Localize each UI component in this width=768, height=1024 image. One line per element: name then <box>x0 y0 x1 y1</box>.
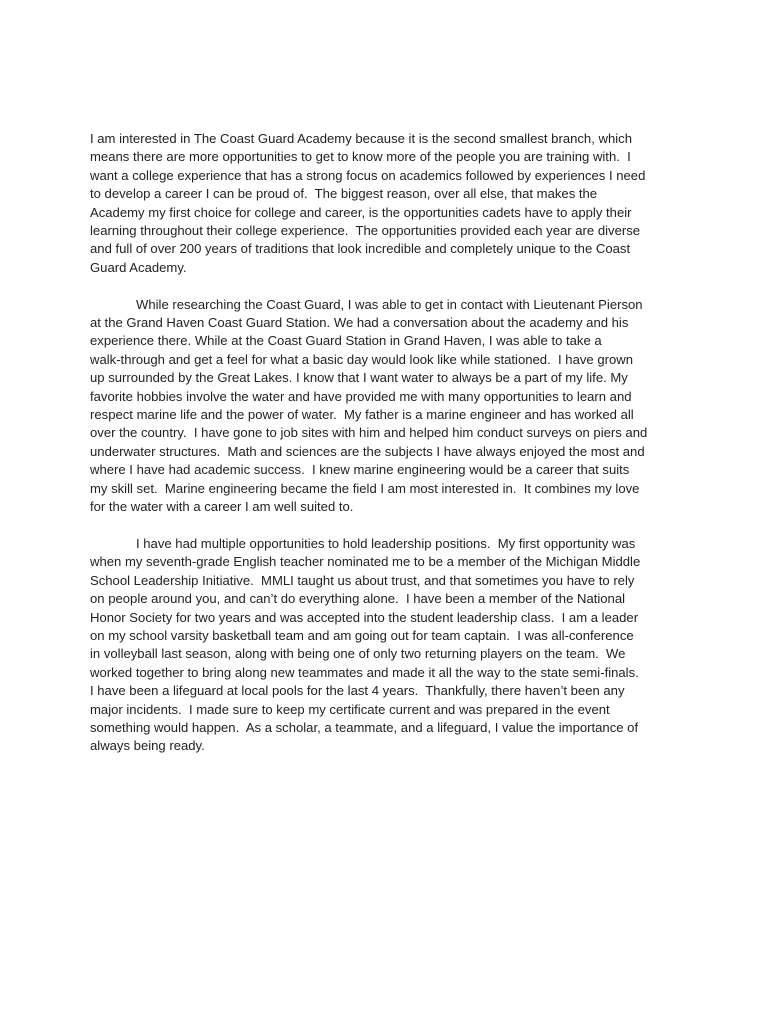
essay-body <box>90 130 690 774</box>
text-line-content: While researching the Coast Guard, I was able to get in contact with Lieutenant Pierson <box>136 296 643 312</box>
text-line: respect marine life and the power of water. My father is a marine engineer and has worked all <box>90 407 634 423</box>
text-line: where I have had academic success. I knew marine engineering would be a career that suits <box>90 462 630 478</box>
text-line: major incidents. I made sure to keep my certificate current and was prepared in the event <box>90 701 610 717</box>
text-line: Honor Society for two years and was accepted into the student leadership class. I am a leader <box>90 609 639 625</box>
text-line: favorite hobbies involve the water and have provided me with many opportunities to learn and <box>90 388 632 404</box>
text-line: I am interested in The Coast Guard Academy because it is the second smallest branch, which <box>90 131 632 146</box>
text-line: for the water with a career I am well suited to. <box>90 499 354 515</box>
text-line: want a college experience that has a strong focus on academics followed by experiences I need <box>90 167 646 183</box>
text-line: I have been a lifeguard at local pools for the last 4 years. Thankfully, there haven’t been any <box>90 683 625 699</box>
text-line: and full of over 200 years of traditions that look incredible and completely unique to the Coast <box>90 241 631 257</box>
text-line: worked together to bring along new teammates and made it all the way to the state semi-finals. <box>90 664 639 680</box>
text-line: always being ready. <box>90 738 205 754</box>
text-line: my skill set. Marine engineering became the field I am most interested in. It combines my love <box>90 480 640 496</box>
text-line <box>90 296 690 314</box>
text-line: Academy my first choice for college and career, is the opportunities cadets have to apply their <box>90 204 632 220</box>
text-line: underwater structures. Math and sciences are the subjects I have always enjoyed the most and <box>90 443 645 459</box>
text-line: walk-through and get a feel for what a basic day would look like while stationed. I have grown <box>90 351 633 367</box>
text-line-content: I have had multiple opportunities to hold leadership positions. My first opportunity was <box>136 535 636 551</box>
text-line: at the Grand Haven Coast Guard Station. We had a conversation about the academy and his <box>90 315 629 331</box>
paragraph-3 <box>90 535 690 756</box>
paragraph-1 <box>90 130 690 277</box>
text-line: when my seventh-grade English teacher nominated me to be a member of the Michigan Middle <box>90 554 641 570</box>
text-line: means there are more opportunities to get to know more of the people you are training with. I <box>90 149 631 165</box>
text-line: in volleyball last season, along with being one of only two returning players on the team. We <box>90 646 626 662</box>
text-line: experience there. While at the Coast Guard Station in Grand Haven, I was able to take a <box>90 333 602 349</box>
text-line: Guard Academy. <box>90 259 187 275</box>
paragraph-2 <box>90 296 690 517</box>
text-line <box>90 535 690 553</box>
text-line: learning throughout their college experience. The opportunities provided each year are diverse <box>90 223 641 239</box>
text-line: on people around you, and can’t do everything alone. I have been a member of the National <box>90 591 626 607</box>
text-line: to develop a career I can be proud of. The biggest reason, over all else, that makes the <box>90 186 598 202</box>
text-line: over the country. I have gone to job sites with him and helped him conduct surveys on piers and <box>90 425 648 441</box>
text-line: School Leadership Initiative. MMLI taught us about trust, and that sometimes you have to rely <box>90 572 635 588</box>
text-line: on my school varsity basketball team and am going out for team captain. I was all-conference <box>90 627 634 643</box>
text-line: something would happen. As a scholar, a teammate, and a lifeguard, I value the importance of <box>90 719 639 735</box>
text-line: up surrounded by the Great Lakes. I know that I want water to always be a part of my life. My <box>90 370 628 386</box>
